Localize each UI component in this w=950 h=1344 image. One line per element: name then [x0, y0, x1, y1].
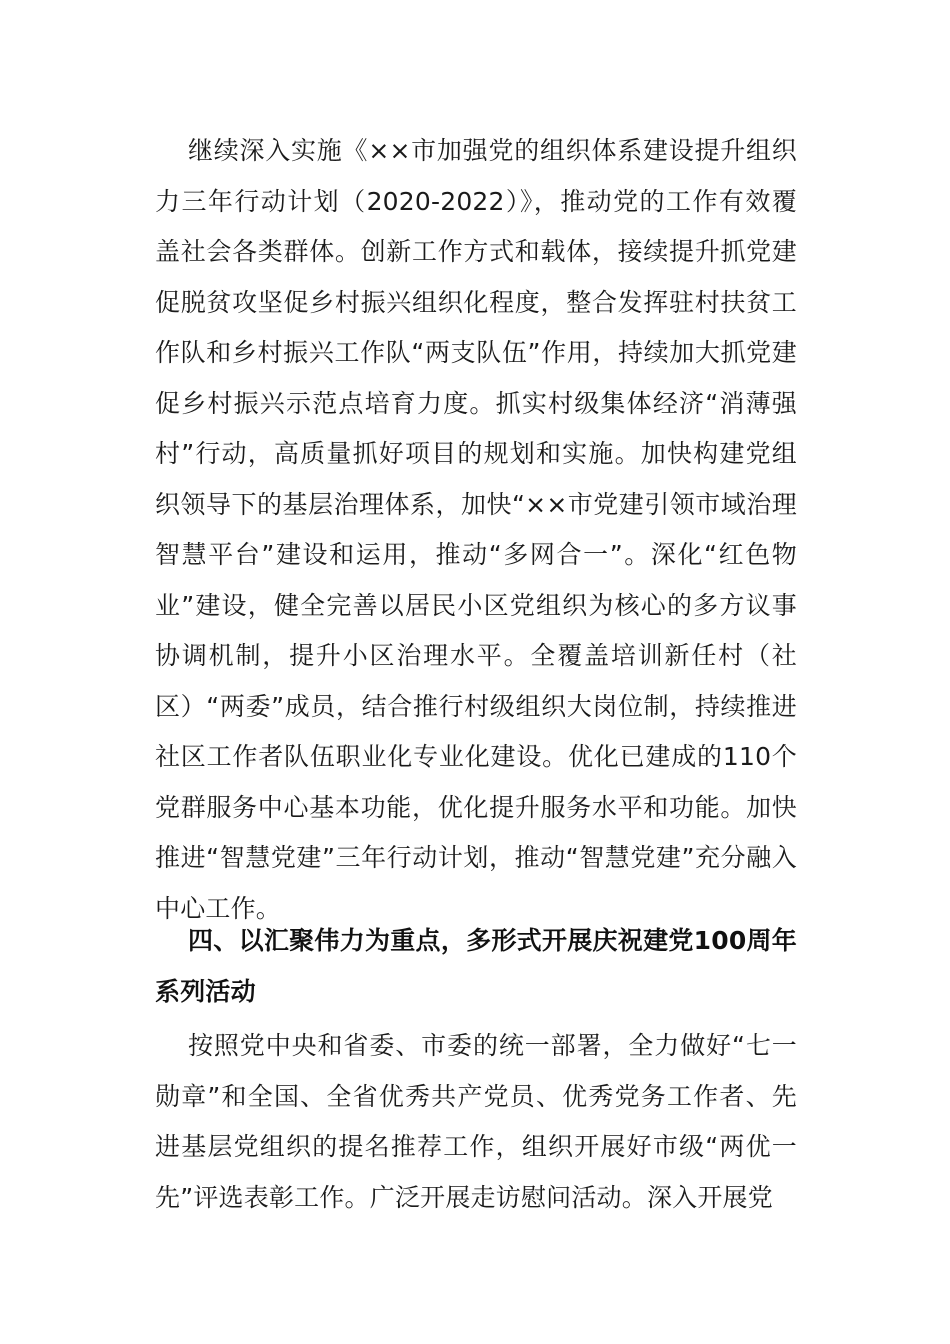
paragraph-text: 按照党中央和省委、市委的统一部署，全力做好“七一勋章”和全国、全省优秀共产党员、优秀党务工作者、先进基层党组织的提名推荐工作，组织开展好市级“两优一先”评选表彰工作。广泛开展走访慰问活动。深入开展党 [155, 1031, 797, 1212]
heading-text: 四、以汇聚伟力为重点，多形式开展庆祝建党100周年系列活动 [155, 926, 797, 1006]
paragraph-text: 继续深入实施《××市加强党的组织体系建设提升组织力三年行动计划（2020-2022）》，推动党的工作有效覆盖社会各类群体。创新工作方式和载体，接续提升抓党建促脱贫攻坚促乡村振兴组织化程度，整合发挥驻村扶贫工作队和乡村振兴工作队“两支队伍”作用，持续加大抓党建促乡村振兴示范点培育力度。抓实村级集体经济“消薄强村”行动，高质量抓好项目的规划和实施。加快构建党组织领导下的基层治理体系，加快“××市党建引领市域治理智慧平台”建设和运用，推动“多网合一”。深化“红色物业”建设，健全完善以居民小区党组织为核心的多方议事协调机制，提升小区治理水平。全覆盖培训新任村（社区）“两委”成员，结合推行村级组织大岗位制，持续推进社区工作者队伍职业化专业化建设。优化已建成的110个党群服务中心基本功能，优化提升服务水平和功能。加快推进“智慧党建”三年行动计划，推动“智慧党建”充分融入中心工作。 [155, 136, 797, 923]
section-heading-4 [155, 916, 797, 1017]
body-paragraph-2 [155, 1021, 797, 1223]
body-paragraph-1 [155, 126, 797, 934]
